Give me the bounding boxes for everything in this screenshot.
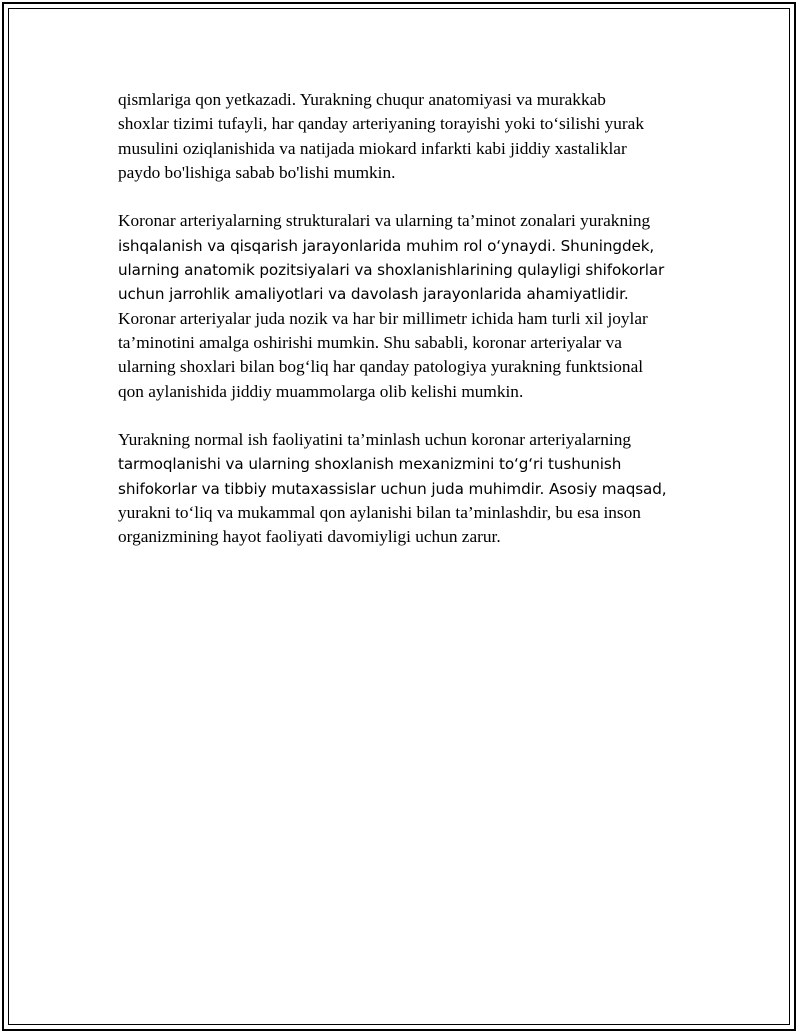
paragraph-line: tarmoqlanishi va ularning shoxlanish mexanizmini to‘g‘ri tushunish	[118, 455, 622, 474]
paragraph-line: Koronar arteriyalar juda nozik va har bir millimetr ichida ham turli xil joylar	[118, 308, 648, 328]
paragraph-3	[118, 428, 698, 549]
paragraph-line: yurakni to‘liq va mukammal qon aylanishi bilan ta’minlashdir, bu esa inson	[118, 503, 641, 523]
paragraph-line: ularning shoxlari bilan bog‘liq har qanday patologiya yurakning funktsional	[118, 357, 644, 377]
paragraph-line: musulini oziqlanishida va natijada miokard infarkti kabi jiddiy xastaliklar	[118, 138, 627, 158]
paragraph-line: Yurakning normal ish faoliyatini ta’minlash uchun koronar arteriyalarning	[118, 430, 632, 450]
paragraph-line: ta’minotini amalga oshirishi mumkin. Shu sababli, koronar arteriyalar va	[118, 332, 622, 352]
paragraph-line: ularning anatomik pozitsiyalari va shoxlanishlarining qulayligi shifokorlar	[118, 261, 665, 280]
paragraph-line: ishqalanish va qisqarish jarayonlarida muhim rol o‘ynaydi. Shuningdek,	[118, 236, 655, 255]
paragraph-2	[118, 209, 698, 403]
paragraph-line: shifokorlar va tibbiy mutaxassislar uchun juda muhimdir. Asosiy maqsad,	[118, 479, 667, 498]
paragraph-line: qon aylanishida jiddiy muammolarga olib kelishi mumkin.	[118, 381, 524, 401]
paragraph-line: paydo bo'lishiga sabab bo'lishi mumkin.	[118, 162, 396, 182]
paragraph-line: qismlariga qon yetkazadi. Yurakning chuqur anatomiyasi va murakkab	[118, 90, 606, 109]
document-body	[118, 88, 698, 574]
paragraph-line: uchun jarrohlik amaliyotlari va davolash jarayonlarida ahamiyatlidir.	[118, 285, 629, 304]
paragraph-1	[118, 88, 698, 185]
paragraph-line: organizmining hayot faoliyati davomiyligi uchun zarur.	[118, 527, 501, 547]
paragraph-line: shoxlar tizimi tufayli, har qanday arteriyaning torayishi yoki to‘silishi yurak	[118, 114, 644, 134]
paragraph-line: Koronar arteriyalarning strukturalari va ularning ta’minot zonalari yurakning	[118, 211, 651, 231]
